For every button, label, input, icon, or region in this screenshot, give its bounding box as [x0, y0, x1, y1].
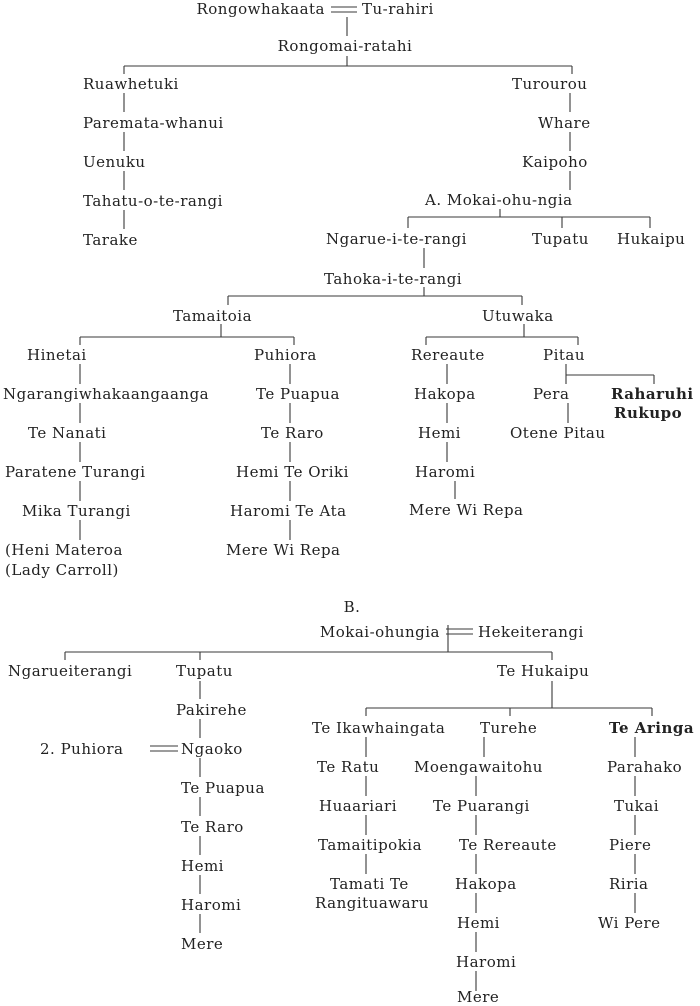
name-te-nanati: Te Nanati: [28, 424, 107, 442]
name-ngarangiwhakaangaanga: Ngarangiwhakaangaanga: [3, 385, 210, 403]
name-utuwaka: Utuwaka: [482, 307, 554, 325]
name-pakirehe: Pakirehe: [176, 701, 247, 719]
name-turourou: Turourou: [512, 75, 588, 93]
name-haromi-a: Haromi: [415, 463, 476, 481]
name-hakopa-a: Hakopa: [414, 385, 476, 403]
name-a-mokai-ohu-ngia: A. Mokai-ohu-ngia: [425, 191, 573, 209]
name-te-hukaipu: Te Hukaipu: [497, 662, 590, 680]
name-huaariari: Huaariari: [319, 797, 398, 815]
name-tarake: Tarake: [83, 231, 138, 249]
name-hemi-b: Hemi: [181, 857, 224, 875]
name-tupatu-a: Tupatu: [532, 230, 589, 248]
name-turehe: Turehe: [480, 719, 538, 737]
name-mere-wi-repa-b: Mere Wi Repa: [409, 501, 524, 519]
name-moengawaitohu: Moengawaitohu: [414, 758, 543, 776]
name-rereaute: Rereaute: [411, 346, 485, 364]
name-puhiora-a: Puhiora: [254, 346, 317, 364]
name-tamaitipokia: Tamaitipokia: [318, 836, 423, 854]
name-raharuhi: Raharuhi: [611, 385, 694, 403]
name-tahatu-o-te-rangi: Tahatu-o-te-rangi: [83, 192, 223, 210]
name-rukupo: Rukupo: [614, 404, 683, 422]
name-pera: Pera: [533, 385, 570, 403]
name-puhiora-2: 2. Puhiora: [40, 740, 124, 758]
name-hemi-c: Hemi: [457, 914, 500, 932]
name-rangituawaru: Rangituawaru: [315, 894, 429, 912]
section-b-label: B.: [343, 598, 361, 616]
name-riria: Riria: [609, 875, 649, 893]
name-tukai: Tukai: [614, 797, 659, 815]
name-hemi-te-oriki: Hemi Te Oriki: [236, 463, 349, 481]
name-ngarue-i-te-rangi: Ngarue-i-te-rangi: [326, 230, 467, 248]
name-heni-materoa: (Heni Materoa: [5, 541, 123, 559]
name-te-ikawhaingata: Te Ikawhaingata: [312, 719, 446, 737]
name-mere-b: Mere: [181, 935, 224, 953]
name-hinetai: Hinetai: [27, 346, 87, 364]
name-rongomai-ratahi: Rongomai-ratahi: [277, 37, 413, 55]
name-te-raro-a: Te Raro: [261, 424, 324, 442]
name-lady-carroll: (Lady Carroll): [5, 561, 119, 579]
name-rongowhakaata: Rongowhakaata: [196, 0, 325, 18]
name-mere-wi-repa-a: Mere Wi Repa: [226, 541, 341, 559]
name-tamati-te: Tamati Te: [330, 875, 409, 893]
name-haromi-te-ata: Haromi Te Ata: [230, 502, 347, 520]
name-mokai-ohungia: Mokai-ohungia: [319, 623, 440, 641]
name-tupatu-b: Tupatu: [176, 662, 233, 680]
name-hakopa-b: Hakopa: [455, 875, 517, 893]
name-haromi-b: Haromi: [181, 896, 242, 914]
name-te-raro-b: Te Raro: [181, 818, 244, 836]
name-te-ratu: Te Ratu: [317, 758, 380, 776]
name-hekeiterangi: Hekeiterangi: [478, 623, 584, 641]
name-piere: Piere: [609, 836, 652, 854]
name-tahoka-i-te-rangi: Tahoka-i-te-rangi: [324, 270, 463, 288]
name-ngaoko: Ngaoko: [181, 740, 243, 758]
name-paremata-whanui: Paremata-whanui: [83, 114, 224, 132]
name-wi-pere: Wi Pere: [598, 914, 661, 932]
name-paratene-turangi: Paratene Turangi: [5, 463, 146, 481]
name-hukaipu: Hukaipu: [617, 230, 686, 248]
names-a: [3, 0, 694, 579]
name-uenuku: Uenuku: [83, 153, 146, 171]
name-ngarueiterangi: Ngarueiterangi: [8, 662, 133, 680]
name-ruawhetuki: Ruawhetuki: [83, 75, 179, 93]
name-mere-c: Mere: [457, 988, 500, 1006]
name-kaipoho: Kaipoho: [522, 153, 588, 171]
name-te-puapua-b: Te Puapua: [181, 779, 265, 797]
name-te-rereaute: Te Rereaute: [459, 836, 557, 854]
name-haromi-c: Haromi: [456, 953, 517, 971]
name-tamaitoia: Tamaitoia: [173, 307, 253, 325]
name-tu-rahiri: Tu-rahiri: [362, 0, 434, 18]
name-hemi-a: Hemi: [418, 424, 461, 442]
name-mika-turangi: Mika Turangi: [22, 502, 131, 520]
name-parahako: Parahako: [607, 758, 683, 776]
name-te-puapua-a: Te Puapua: [256, 385, 340, 403]
name-pitau: Pitau: [543, 346, 586, 364]
name-whare: Whare: [538, 114, 591, 132]
name-te-puarangi: Te Puarangi: [433, 797, 530, 815]
names-b: [8, 598, 694, 1006]
name-te-aringa: Te Aringa: [609, 719, 695, 737]
name-otene-pitau: Otene Pitau: [510, 424, 606, 442]
